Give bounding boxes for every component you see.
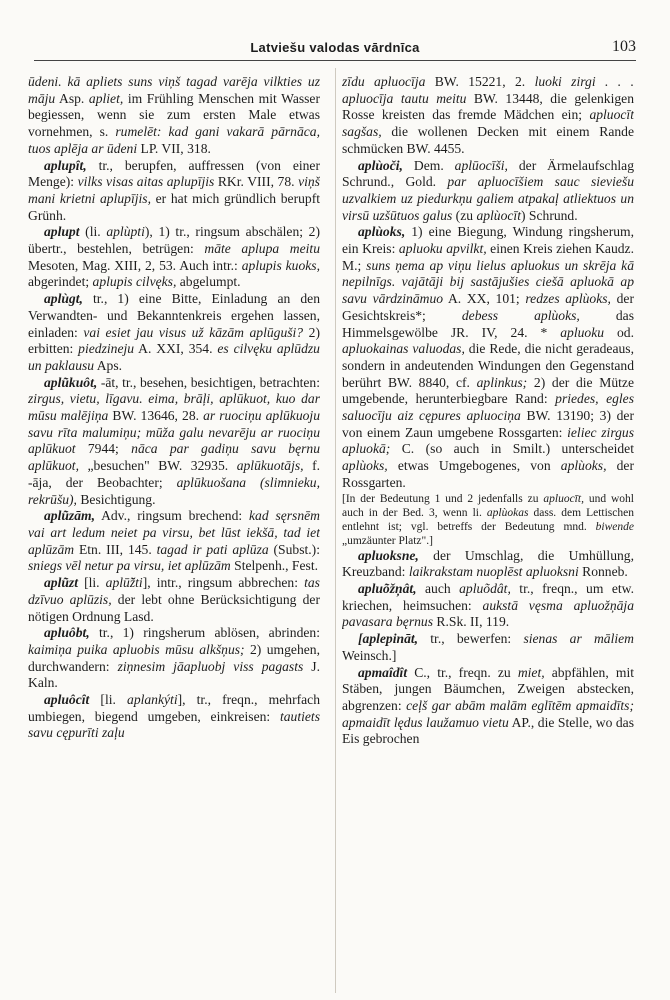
definition-text: R.Sk. II, 119. [433, 614, 510, 630]
example-text: apluocīt sagšas, [342, 107, 634, 140]
example-text: redzes aplùoks, [525, 291, 611, 307]
definition-text: tr., freqn., um etw. kriechen, heimsuchen: [342, 580, 634, 613]
definition-text: Stelpenh., Fest. [230, 558, 318, 574]
definition-text: [In der Bedeutung 1 und 2 jedenfalls zu [342, 492, 544, 505]
example-text: apliet, [88, 90, 124, 106]
definition-text: A. XX, 101; [443, 291, 526, 307]
definition-text: (li. [79, 224, 107, 240]
definition-text: tr., 1) eine Bitte, Einladung an den Verwandten- und Bekanntenkreis ergehen lassen, einladen: [28, 291, 320, 340]
definition-text: der lebt ohne Berücksichtigung der nötigen Ordnung Lasd. [28, 591, 320, 624]
definition-text: Ronneb. [578, 564, 628, 580]
dictionary-entry [342, 581, 634, 631]
example-text: aplùocīt [476, 207, 521, 223]
headword: aplũkuôt, [44, 374, 98, 390]
definition-text: -āt, tr., besehen, besichtigen, betrachten: [97, 374, 320, 390]
example-text: apluoku apvilkt, [398, 241, 487, 257]
definition-text: „besuchen" BW. 32935. [78, 458, 237, 474]
definition-text: Aps. [94, 357, 123, 373]
example-text: tautiets savu cępurīti zaļu [28, 708, 320, 741]
dictionary-entry [342, 158, 634, 225]
definition-text: [li. [89, 692, 128, 708]
definition-text: [li. [78, 575, 106, 591]
example-text: sniegs vēl netur pa virsu, iet aplūzām [28, 558, 231, 574]
example-text: nāca par gadiņu savu bęrnu aplūkuot, [28, 441, 320, 474]
definition-text: und wohl auch in der Bed. 3, wenn li. [342, 492, 634, 519]
dictionary-entry [342, 665, 634, 749]
example-text: tagad ir pati aplūza [156, 541, 269, 557]
definition-text: der Gesichtskreis*; [342, 291, 634, 323]
definition-text: auch [416, 580, 460, 596]
definition-text: ], intr., ringsum abbrechen: [142, 575, 305, 591]
definition-text: einen Kreis ziehen Kaudz. M.; [342, 241, 634, 273]
etymology-note [342, 492, 634, 548]
definition-text: BW. 13646, 28. [108, 408, 204, 424]
definition-text: dass. dem Lettischen entlehnt ist; vgl. betreffs der Bedeutung mnd. [342, 506, 634, 533]
example-text: luoki zirgi . . . apluocīja tautu meitu [342, 74, 634, 106]
definition-text: BW. 13190; 3) der von einem Zaun umgebene Rossgarten: [342, 408, 634, 440]
definition-text: LP. VII, 318. [137, 140, 211, 156]
definition-text: Dem. [402, 157, 455, 173]
example-text: aplūkuošana (slimnieku, rekrūšu), [28, 474, 320, 507]
example-text: ar ruociņu aplūkuoju savu rīta malumiņu; mūža galu nevarēju ar ruociņu aplūkuot [28, 408, 320, 457]
example-text: ziņnesim jāapluobj viss pagasts [117, 658, 304, 674]
headword: aplũzt [44, 575, 78, 591]
dictionary-entry [28, 508, 320, 575]
example-text: piedzineju [78, 341, 135, 357]
headword: apluôcît [44, 692, 90, 708]
example-text: suns ņema ap viņu lielus apluokus un skrēja kā nepilnīgs. vajātāji bij sastājušies ciešā apluokā ap savu vārdzināmuo [342, 257, 634, 307]
headword: aplùoks, [358, 224, 406, 240]
definition-text: 7944; [75, 441, 132, 457]
example-text: apluoku [560, 324, 605, 340]
definition-text: C., tr., freqn. zu [407, 664, 518, 680]
example-text: aplùoks, [560, 458, 607, 474]
example-text: aplūocīši, [454, 157, 508, 173]
definition-text: Besichtigung. [76, 491, 156, 507]
definition-text: od. [604, 324, 634, 340]
headword: aplupît, [44, 157, 87, 173]
definition-text: der Umschlag, die Umhüllung, Kreuzband: [342, 547, 634, 580]
dictionary-entry [28, 224, 320, 291]
example-text: biwende [595, 520, 634, 533]
dictionary-entry [28, 74, 320, 158]
example-text: vilks visas aitas aplupījis [77, 174, 215, 190]
example-text: apluokainas valuodas, [342, 341, 465, 357]
example-text: tas dzīvuo aplūzis, [28, 575, 320, 607]
definition-text: J. Kaln. [28, 658, 320, 691]
definition-text: AP., die Stelle, wo das Eis gebrochen [342, 714, 634, 747]
example-text: aplūkuotājs, [236, 458, 304, 474]
example-text: rumelēt: kad gani vakarā pārnāca, tuos aplēja ar ūdeni [28, 124, 320, 156]
definition-text: f. -āja, der Beobachter; [28, 458, 320, 490]
page-number: 103 [612, 38, 636, 55]
definition-text: Etn. III, 145. [74, 541, 157, 557]
dictionary-entry [28, 291, 320, 375]
definition-text: im Frühling Menschen mit Wasser begiessen, wenn sie zum ersten Male etwas vornehmen, s. [28, 90, 320, 140]
running-header [34, 40, 636, 61]
headword: [aplepināt, [358, 631, 419, 647]
definition-text: ) Schrund. [521, 207, 578, 223]
headword: aplupt [44, 224, 80, 240]
right-column [342, 74, 634, 994]
definition-text: tr., 1) ringsherum ablösen, abrinden: [89, 625, 320, 641]
example-text: es cilvęku aplūdzu un paklausu [28, 341, 320, 373]
example-text: zirgus, vietu, līgavu. eima, brāļi, aplūkuot, kuo dar mūsu malējiņa [28, 391, 320, 424]
definition-text: 2) umgehen, durchwandern: [28, 641, 320, 674]
definition-text: ], tr., freqn., mehrfach umbiegen, biegend umgeben, einkreisen: [28, 692, 320, 724]
definition-text: 2) der die Mütze umgebende, herunterbiegbare Rand: [342, 374, 634, 407]
headword: aplùgt, [44, 291, 83, 307]
definition-text: tr., bewerfen: [418, 631, 524, 647]
definition-text: tr., berupfen, auffressen (von einer Menge): [28, 157, 320, 190]
example-text: par apluocīšiem sauc sieviešu uzvalkiem uz piedurkņu galiem atpakaļ atliektuos un virsū uzšūtuos galus [342, 174, 634, 223]
example-text: kaimiņa puika apluobis mūsu alkšņus; [28, 641, 245, 657]
definition-text: Adv., ringsum brechend: [95, 508, 249, 524]
dictionary-entry [28, 575, 320, 625]
definition-text: Weinsch.] [342, 647, 397, 663]
example-text: ceļš gar abām malām eglītēm apmaidīts; apmaidīt lędus laužamuo vietu [342, 697, 634, 730]
headword: aplùoči, [358, 157, 403, 173]
definition-text: abgerindet; [28, 274, 93, 290]
example-text: ūdeni. kā apliets suns viņš tagad varēja vilkties uz māju [28, 74, 320, 106]
example-text: aukstā vęsma apluožņāja pavasara bęrnus [342, 597, 634, 630]
definition-text: das Himmelsgewölbe JR. IV, 24. * [342, 307, 634, 340]
definition-text: BW. 15221, 2. [425, 74, 535, 89]
example-text: aplinkus; [476, 374, 528, 390]
dictionary-entry [342, 224, 634, 491]
column-divider [335, 68, 336, 993]
example-text: sienas ar māliem [523, 631, 634, 647]
example-text: priedes, egles saluocīju aiz cępures apluociņa [342, 391, 634, 424]
definition-text: abpfählen, mit Stäben, jungen Bäumchen, Zweigen abstecken, abgrenzen: [342, 664, 634, 713]
dictionary-entry [342, 548, 634, 581]
example-text: vai esiet jau visus už kāzām aplūguši? [83, 324, 304, 340]
definition-text: C. (so auch in Smilt.) unterscheidet [390, 441, 634, 457]
definition-text: etwas Umgebogenes, von [387, 458, 561, 474]
example-text: aplū̃žti [105, 575, 143, 591]
example-text: aplùpti [106, 224, 145, 240]
definition-text: A. XXI, 354. [134, 341, 218, 357]
example-text: laikrakstam nuoplēst apluoksni [408, 564, 579, 580]
example-text: aplupis kuoks, [241, 257, 320, 273]
example-text: miet, [517, 664, 545, 680]
example-text: apluõdât, [459, 580, 511, 596]
headword: apluoksne, [358, 547, 419, 563]
definition-text: die Rede, die nicht geradeaus, sondern in andeutenden Windungen den Gegenstand berührt BW. 8840, cf. [342, 341, 634, 390]
example-text: zīdu apluocīja [342, 74, 426, 89]
example-text: kad sęrsnēm vai art ledum neiet pa virsu, bet lūst iekšā, tad iet aplūzām [28, 508, 320, 557]
dictionary-entry [28, 375, 320, 509]
dictionary-entry [28, 625, 320, 692]
example-text: debess aplùoks, [461, 307, 580, 323]
left-column [28, 74, 320, 994]
example-text: viņš mani krietni aplupījis, [28, 174, 320, 206]
headword: apluôbt, [44, 625, 90, 641]
definition-text: abgelumpt. [176, 274, 241, 290]
definition-text: ), 1) tr., ringsum abschälen; 2) übertr., bestehlen, betrügen: [28, 224, 320, 257]
example-text: aplankýti [127, 692, 178, 708]
definition-text: 1) eine Biegung, Windung ringsherum, ein Kreis: [342, 224, 634, 257]
definition-text: BW. 13448, die gelenkigen Rosse kreisten das fremde Mädchen ein; [342, 90, 634, 123]
definition-text: RKr. VIII, 78. [214, 174, 299, 190]
example-text: aplùokas [486, 506, 529, 519]
definition-text: Mesoten, Mag. XIII, 2, 53. Auch intr.: [28, 257, 242, 273]
definition-text: der Rossgarten. [342, 458, 634, 490]
dictionary-entry [342, 74, 634, 158]
definition-text: (zu [452, 207, 477, 223]
definition-text: Asp. [55, 90, 89, 106]
definition-text: er hat mich gründlich berupft Grünh. [28, 190, 320, 223]
dictionary-entry [28, 692, 320, 742]
page-title: Latviešu valodas vārdnīca [250, 40, 420, 55]
example-text: aplùoks, [342, 458, 388, 474]
example-text: apluocīt, [543, 492, 584, 505]
dictionary-entry [28, 158, 320, 225]
definition-text: „umzäunter Platz".] [342, 534, 433, 547]
example-text: aplupis cilvęks, [92, 274, 177, 290]
example-text: ieliec zirgus apluokā; [342, 424, 634, 457]
definition-text: 2) erbitten: [28, 324, 320, 357]
dictionary-entry [342, 631, 634, 664]
headword: aplũzām, [44, 508, 95, 524]
definition-text: (Subst.): [268, 541, 320, 557]
definition-text: der Ärmelaufschlag Schrund., Gold. [342, 157, 634, 190]
headword: apluõžņât, [358, 580, 417, 596]
headword: apmaîdît [358, 664, 408, 680]
definition-text: die wollenen Decken mit einem Rande schmücken BW. 4455. [342, 124, 634, 156]
example-text: māte aplupa meitu [204, 241, 320, 257]
